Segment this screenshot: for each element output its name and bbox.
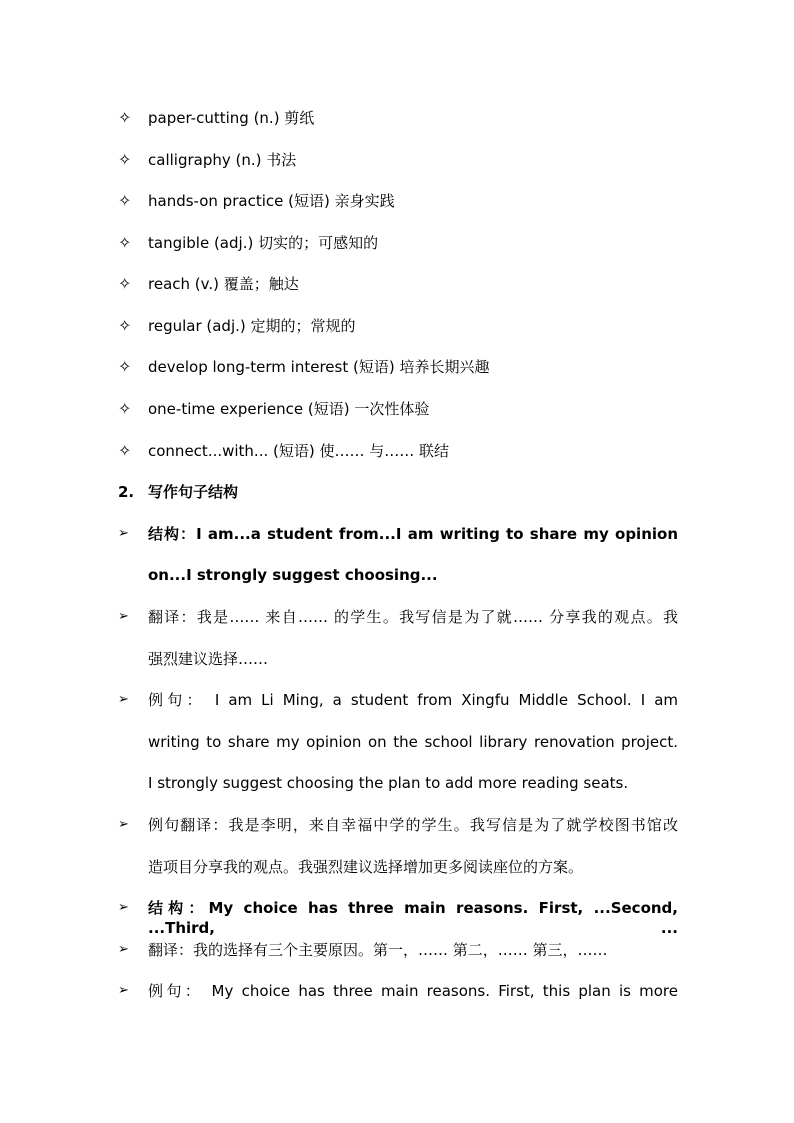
diamond-bullet-icon: ✧ xyxy=(118,399,132,418)
arrow-bullet-icon: ➢ xyxy=(118,526,129,541)
example-line: 例句： My choice has three main reasons. First, this plan is more xyxy=(148,982,678,1000)
vocab-item: paper-cutting (n.) 剪纸 xyxy=(148,109,315,127)
diamond-bullet-icon: ✧ xyxy=(118,191,132,210)
vocab-item: regular (adj.) 定期的；常规的 xyxy=(148,317,356,335)
section-number: 2. xyxy=(118,483,135,501)
translation-line: 翻译：我的选择有三个主要原因。第一，…… 第二，…… 第三，…… xyxy=(148,941,608,959)
vocab-item: reach (v.) 覆盖；触达 xyxy=(148,275,299,293)
arrow-bullet-icon: ➢ xyxy=(118,942,129,957)
example-line: writing to share my opinion on the school library renovation project. xyxy=(148,733,678,751)
example-translation-line: 造项目分享我的观点。我强烈建议选择增加更多阅读座位的方案。 xyxy=(148,858,584,876)
structure-line: 结构：My choice has three main reasons. First, ...Second, ...Third, ... xyxy=(148,899,678,937)
vocab-item: one-time experience (短语) 一次性体验 xyxy=(148,400,430,418)
diamond-bullet-icon: ✧ xyxy=(118,150,132,169)
vocab-item: calligraphy (n.) 书法 xyxy=(148,151,297,169)
section-title: 写作句子结构 xyxy=(148,483,239,501)
example-line: I strongly suggest choosing the plan to add more reading seats. xyxy=(148,774,629,792)
diamond-bullet-icon: ✧ xyxy=(118,441,132,460)
arrow-bullet-icon: ➢ xyxy=(118,692,129,707)
arrow-bullet-icon: ➢ xyxy=(118,983,129,998)
structure-line: 结构：I am...a student from...I am writing to share my opinion xyxy=(148,525,678,543)
diamond-bullet-icon: ✧ xyxy=(118,357,132,376)
example-translation-line: 例句翻译：我是李明，来自幸福中学的学生。我写信是为了就学校图书馆改 xyxy=(148,816,678,834)
structure-line: on...I strongly suggest choosing... xyxy=(148,566,438,584)
vocab-item: hands-on practice (短语) 亲身实践 xyxy=(148,192,395,210)
arrow-bullet-icon: ➢ xyxy=(118,900,129,915)
vocab-item: develop long-term interest (短语) 培养长期兴趣 xyxy=(148,358,490,376)
translation-line: 强烈建议选择…… xyxy=(148,650,269,668)
diamond-bullet-icon: ✧ xyxy=(118,316,132,335)
arrow-bullet-icon: ➢ xyxy=(118,817,129,832)
vocab-item: tangible (adj.) 切实的；可感知的 xyxy=(148,234,379,252)
example-line: 例句： I am Li Ming, a student from Xingfu Middle School. I am xyxy=(148,691,678,709)
diamond-bullet-icon: ✧ xyxy=(118,274,132,293)
vocab-item: connect...with... (短语) 使…… 与…… 联结 xyxy=(148,442,450,460)
diamond-bullet-icon: ✧ xyxy=(118,108,132,127)
arrow-bullet-icon: ➢ xyxy=(118,609,129,624)
diamond-bullet-icon: ✧ xyxy=(118,233,132,252)
translation-line: 翻译：我是…… 来自…… 的学生。我写信是为了就…… 分享我的观点。我 xyxy=(148,608,678,626)
